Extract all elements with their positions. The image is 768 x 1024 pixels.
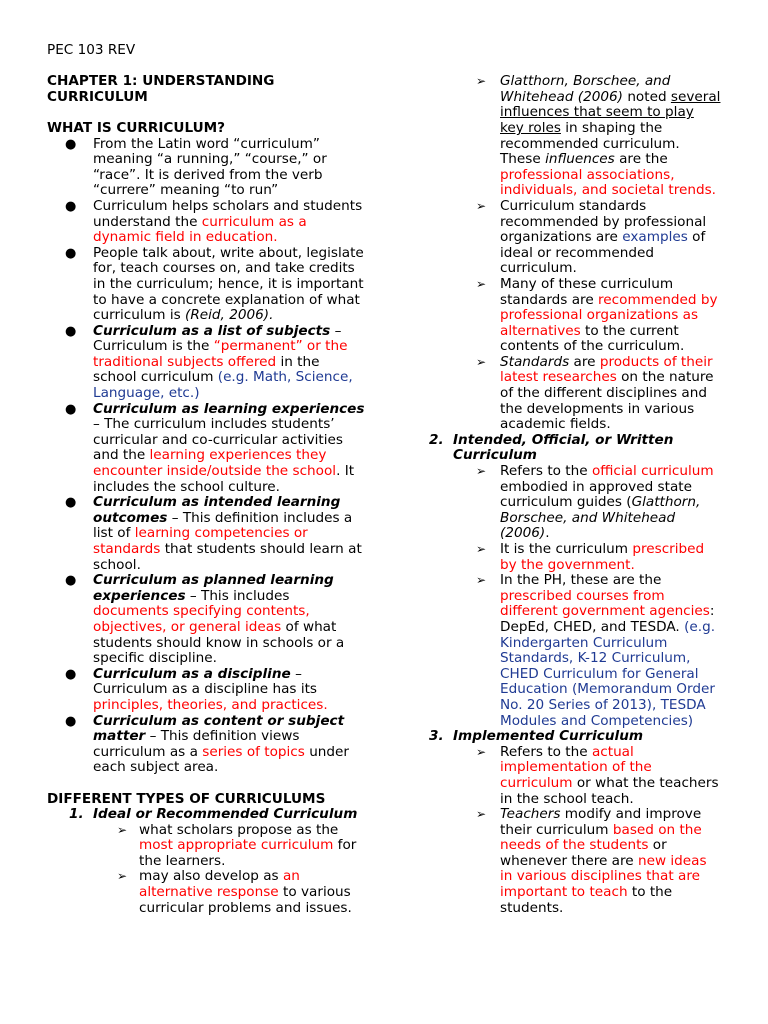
emphasis-text: prescribed courses from different government agencies: [500, 587, 710, 620]
citation: (Reid, 2006).: [185, 307, 274, 324]
definition-term: Curriculum as learning experiences: [93, 400, 365, 417]
bullet-text: on the nature of the different disciplines and the developments in various academic fields.: [500, 369, 714, 433]
bullet-text: in shaping the recommended curriculum. These: [500, 119, 680, 168]
bullet-text: – Curriculum as a discipline has its: [93, 665, 318, 698]
bullet-text: or whenever there are: [500, 837, 667, 869]
bullet-marker: ●: [65, 713, 77, 729]
bullet-text: – This includes: [185, 587, 290, 604]
list-number: 1.: [69, 806, 84, 823]
curriculum-type-title: Implemented Curriculum: [453, 728, 644, 745]
definition-term: Curriculum as a discipline: [93, 665, 291, 682]
list-item: [429, 807, 721, 916]
bullet-text: It is the curriculum: [500, 541, 633, 557]
bullet-text: People talk about, write about, legislate for, teach courses on, and take credits in the curriculum; hence, it is important to have a concrete explanation of what curriculum is: [93, 244, 364, 324]
example-text: examples: [622, 229, 688, 246]
bullet-text: .: [545, 525, 550, 542]
bullet-marker: ●: [65, 666, 77, 682]
bullet-marker: ●: [65, 401, 77, 417]
right-column: [429, 43, 721, 916]
numbered-heading: [429, 433, 721, 464]
arrow-bullet-icon: ➢: [476, 74, 487, 89]
arrow-bullet-icon: ➢: [476, 464, 487, 479]
bullet-text: that students should learn at school.: [93, 541, 362, 573]
bullet-text: From the Latin word “curriculum” meaning “a running,” “course,” or “race”. It is derived from the verb “currere” meaning “to run”: [93, 135, 327, 199]
bullet-marker: ●: [65, 573, 77, 589]
list-item: [429, 74, 721, 199]
list-number: 3.: [429, 728, 444, 745]
emphasis-text: an alternative response: [139, 868, 300, 901]
bullet-text: of what students should know in schools or a specific discipline.: [93, 618, 345, 667]
list-number: 2.: [429, 431, 444, 448]
curriculum-type-title: Ideal or Recommended Curriculum: [93, 806, 358, 823]
emphasis-text: recommended by professional organizations as alternatives: [500, 291, 718, 339]
emphasis-text: series of topics: [202, 743, 305, 760]
bullet-text: to the current contents of the curriculum.: [500, 322, 685, 355]
bullet-text: modify and improve their curriculum: [500, 806, 702, 838]
bullet-text: for the learners.: [139, 837, 357, 869]
bullet-text: Curriculum standards recommended by professional organizations are: [500, 197, 707, 246]
bullet-marker: ●: [65, 323, 77, 339]
bullet-marker: ●: [65, 198, 77, 214]
emphasis-text: new ideas in various disciplines that are important to teach: [500, 852, 707, 901]
list-item: [429, 277, 721, 355]
arrow-bullet-icon: ➢: [476, 573, 487, 588]
bullet-marker: ●: [65, 495, 77, 511]
bullet-text: are: [569, 353, 600, 370]
definition-term: Curriculum as content or subject matter: [93, 712, 345, 745]
bullet-text: – Curriculum is the: [93, 322, 342, 355]
bullet-text: what scholars propose as the: [139, 821, 339, 838]
italic-text: Teachers: [500, 806, 561, 823]
arrow-bullet-icon: ➢: [117, 822, 128, 837]
list-item: [47, 246, 365, 324]
arrow-bullet-icon: ➢: [476, 807, 487, 822]
example-text: (e.g. Kindergarten Curriculum Standards, K-12 Curriculum, CHED Curriculum for General Education (Memorandum Order No. 20 Series of 2013), TESDA Modules and Competencies): [500, 618, 716, 729]
bullet-text: : DepEd, CHED, and TESDA.: [500, 603, 715, 635]
list-item: [429, 542, 721, 573]
list-item: [47, 869, 365, 916]
course-code: PEC 103 REV: [47, 42, 136, 58]
list-item: [429, 464, 721, 542]
bullet-text: of ideal or recommended curriculum.: [500, 229, 706, 277]
bullet-text: Many of these curriculum standards are: [500, 275, 674, 308]
citation: Glatthorn, Borschee, and Whitehead (2006): [500, 494, 701, 542]
arrow-bullet-icon: ➢: [476, 542, 487, 556]
list-item: [429, 199, 721, 277]
emphasis-text: prescribed by the government.: [500, 541, 705, 573]
chapter-title: CHAPTER 1: UNDERSTANDING CURRICULUM: [47, 73, 275, 105]
bullet-text: Refers to the: [500, 743, 592, 760]
bullet-text: In the PH, these are the: [500, 572, 662, 589]
bullet-text: under each subject area.: [93, 743, 350, 776]
bullet-text: or what the teachers in the school teach.: [500, 774, 719, 807]
emphasis-text: documents specifying contents, objectives, or general ideas: [93, 603, 310, 635]
numbered-heading: [69, 807, 365, 823]
emphasis-text: most appropriate curriculum: [139, 837, 334, 854]
arrow-bullet-icon: ➢: [476, 744, 487, 759]
bullet-text: – This definition views curriculum as a: [93, 728, 300, 760]
list-item: [47, 199, 365, 246]
list-item: [47, 495, 365, 573]
bullet-text: in the school curriculum: [93, 353, 320, 386]
underlined-text: several influences that seem to play key roles: [500, 88, 721, 136]
list-item: [47, 402, 365, 496]
emphasis-text: professional associations, individuals, and societal trends.: [500, 166, 716, 199]
emphasis-text: based on the needs of the students: [500, 821, 702, 854]
italic-text: influences: [545, 151, 615, 168]
citation: Glatthorn, Borschee, and Whitehead (2006): [500, 73, 671, 105]
bullet-text: may also develop as: [139, 868, 283, 885]
bullet-text: – This definition includes a list of: [93, 509, 353, 542]
section-types-of-curriculums: DIFFERENT TYPES OF CURRICULUMS: [47, 790, 326, 807]
bullet-text: Curriculum helps scholars and students understand the: [93, 197, 363, 230]
italic-text: Standards: [500, 353, 570, 370]
example-text: (e.g. Math, Science, Language, etc.): [93, 369, 353, 402]
emphasis-text: learning experiences they encounter inside/outside the school: [93, 447, 337, 480]
bullet-text: to the students.: [500, 884, 673, 916]
emphasis-text: principles, theories, and practices.: [93, 696, 328, 713]
bullet-text: to various curricular problems and issues.: [139, 884, 352, 916]
list-item: [47, 573, 365, 667]
bullet-marker: ●: [65, 136, 77, 152]
emphasis-text: actual implementation of the curriculum: [500, 743, 652, 791]
bullet-text: . It includes the school culture.: [93, 463, 355, 495]
list-item: [47, 324, 365, 402]
definition-term: Curriculum as planned learning experiences: [93, 572, 334, 604]
list-item: [429, 745, 721, 807]
arrow-bullet-icon: ➢: [117, 869, 128, 884]
emphasis-text: curriculum as a dynamic field in education.: [93, 213, 307, 246]
emphasis-text: products of their latest researches: [500, 353, 713, 386]
bullet-text: – The curriculum includes students’ curricular and co-curricular activities and the: [93, 416, 343, 464]
definition-term: Curriculum as intended learning outcomes: [93, 494, 341, 526]
arrow-bullet-icon: ➢: [476, 354, 487, 369]
bullet-marker: ●: [65, 245, 77, 261]
arrow-bullet-icon: ➢: [476, 276, 487, 291]
list-item: [47, 714, 365, 776]
left-column: [47, 43, 365, 916]
bullet-text: Refers to the: [500, 463, 592, 480]
numbered-heading: [429, 729, 721, 745]
bullet-text: embodied in approved state curriculum guides (: [500, 478, 692, 511]
list-item: [47, 137, 365, 199]
definition-term: Curriculum as a list of subjects: [93, 322, 331, 339]
list-item: [429, 355, 721, 433]
section-what-is-curriculum: WHAT IS CURRICULUM?: [47, 119, 226, 136]
bullet-text: noted: [623, 88, 671, 105]
list-item: [47, 667, 365, 714]
list-item: [429, 573, 721, 729]
emphasis-text: “permanent” or the traditional subjects offered: [93, 338, 348, 370]
arrow-bullet-icon: ➢: [476, 198, 487, 213]
bullet-text: are the: [614, 151, 668, 168]
emphasis-text: learning competencies or standards: [93, 525, 308, 557]
list-item: [47, 823, 365, 870]
curriculum-type-title: Intended, Official, or Written Curriculum: [453, 431, 674, 464]
emphasis-text: official curriculum: [591, 463, 714, 480]
